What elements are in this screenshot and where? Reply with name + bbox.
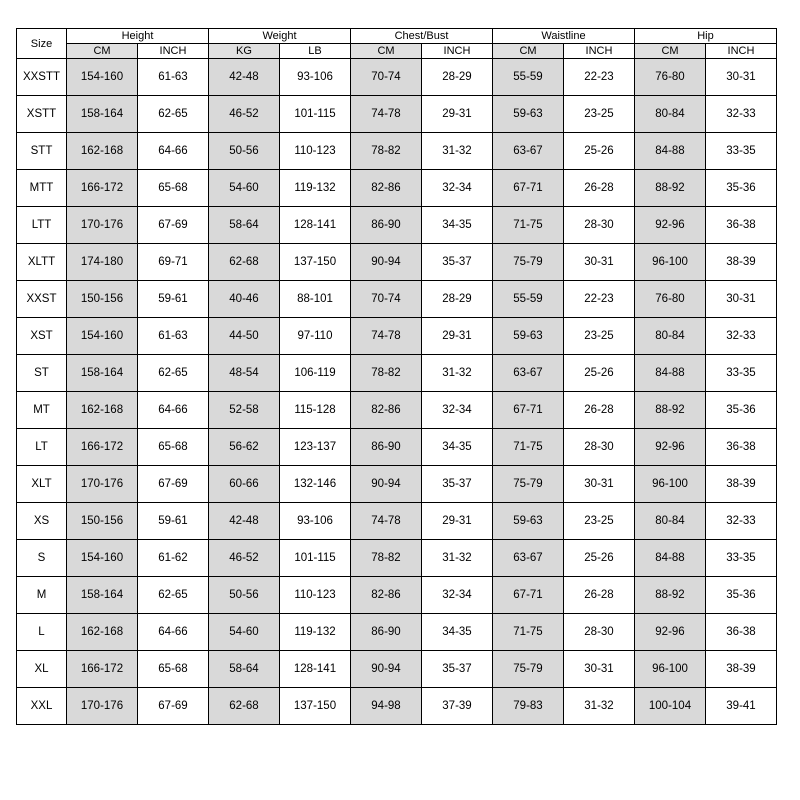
chest-bust-group-header: Chest/Bust (351, 29, 493, 44)
table-row (17, 96, 777, 133)
weight-lb-cell: 119-132 (280, 614, 351, 651)
hip-cm-cell: 92-96 (635, 614, 706, 651)
waist-cm-header: CM (493, 44, 564, 59)
height-cm-cell: 154-160 (67, 540, 138, 577)
height-inch-cell: 67-69 (138, 688, 209, 725)
hip-cm-cell: 80-84 (635, 96, 706, 133)
height-cm-cell: 166-172 (67, 651, 138, 688)
height-cm-cell: 162-168 (67, 392, 138, 429)
waist-inch-cell: 30-31 (564, 651, 635, 688)
waist-cm-cell: 59-63 (493, 96, 564, 133)
table-row (17, 614, 777, 651)
weight-lb-header: LB (280, 44, 351, 59)
height-inch-cell: 59-61 (138, 503, 209, 540)
hip-inch-cell: 32-33 (706, 503, 777, 540)
height-cm-cell: 166-172 (67, 170, 138, 207)
table-row (17, 577, 777, 614)
height-cm-cell: 170-176 (67, 466, 138, 503)
table-row (17, 244, 777, 281)
weight-lb-cell: 123-137 (280, 429, 351, 466)
hip-inch-cell: 35-36 (706, 170, 777, 207)
chest-cm-cell: 78-82 (351, 355, 422, 392)
weight-kg-cell: 60-66 (209, 466, 280, 503)
waist-inch-cell: 23-25 (564, 96, 635, 133)
table-row (17, 651, 777, 688)
hip-inch-header: INCH (706, 44, 777, 59)
hip-cm-cell: 76-80 (635, 281, 706, 318)
weight-kg-cell: 48-54 (209, 355, 280, 392)
hip-inch-cell: 32-33 (706, 318, 777, 355)
chest-cm-cell: 70-74 (351, 59, 422, 96)
size-cell: XXSTT (17, 59, 67, 96)
table-row (17, 318, 777, 355)
waist-inch-cell: 22-23 (564, 281, 635, 318)
waist-inch-header: INCH (564, 44, 635, 59)
waist-inch-cell: 26-28 (564, 577, 635, 614)
hip-cm-cell: 84-88 (635, 540, 706, 577)
height-cm-cell: 158-164 (67, 355, 138, 392)
waist-inch-cell: 25-26 (564, 355, 635, 392)
chest-inch-header: INCH (422, 44, 493, 59)
hip-inch-cell: 30-31 (706, 281, 777, 318)
height-cm-cell: 162-168 (67, 133, 138, 170)
waist-inch-cell: 28-30 (564, 429, 635, 466)
waist-cm-cell: 67-71 (493, 577, 564, 614)
size-cell: XST (17, 318, 67, 355)
table-row (17, 503, 777, 540)
weight-lb-cell: 115-128 (280, 392, 351, 429)
size-cell: LT (17, 429, 67, 466)
height-inch-cell: 67-69 (138, 466, 209, 503)
table-row (17, 429, 777, 466)
waist-inch-cell: 30-31 (564, 244, 635, 281)
waist-cm-cell: 71-75 (493, 207, 564, 244)
chest-inch-cell: 32-34 (422, 170, 493, 207)
chest-cm-cell: 90-94 (351, 651, 422, 688)
size-cell: M (17, 577, 67, 614)
height-inch-cell: 62-65 (138, 577, 209, 614)
waist-cm-cell: 55-59 (493, 59, 564, 96)
hip-inch-cell: 39-41 (706, 688, 777, 725)
weight-kg-cell: 46-52 (209, 96, 280, 133)
height-inch-cell: 64-66 (138, 614, 209, 651)
chest-cm-cell: 86-90 (351, 207, 422, 244)
hip-cm-cell: 100-104 (635, 688, 706, 725)
weight-kg-cell: 42-48 (209, 59, 280, 96)
chest-inch-cell: 29-31 (422, 96, 493, 133)
waist-inch-cell: 28-30 (564, 614, 635, 651)
hip-cm-cell: 76-80 (635, 59, 706, 96)
height-group-header: Height (67, 29, 209, 44)
height-inch-cell: 67-69 (138, 207, 209, 244)
weight-lb-cell: 128-141 (280, 207, 351, 244)
waist-inch-cell: 26-28 (564, 392, 635, 429)
size-cell: STT (17, 133, 67, 170)
height-inch-cell: 62-65 (138, 355, 209, 392)
hip-cm-cell: 88-92 (635, 392, 706, 429)
height-inch-cell: 61-63 (138, 59, 209, 96)
waist-cm-cell: 63-67 (493, 133, 564, 170)
size-table-body (17, 59, 777, 725)
waist-inch-cell: 22-23 (564, 59, 635, 96)
weight-lb-cell: 110-123 (280, 133, 351, 170)
height-inch-cell: 62-65 (138, 96, 209, 133)
waist-cm-cell: 75-79 (493, 466, 564, 503)
hip-inch-cell: 33-35 (706, 540, 777, 577)
chest-cm-cell: 74-78 (351, 96, 422, 133)
chest-cm-cell: 82-86 (351, 392, 422, 429)
height-cm-header: CM (67, 44, 138, 59)
chest-inch-cell: 28-29 (422, 59, 493, 96)
chest-inch-cell: 28-29 (422, 281, 493, 318)
chest-inch-cell: 35-37 (422, 651, 493, 688)
size-cell: LTT (17, 207, 67, 244)
hip-inch-cell: 38-39 (706, 466, 777, 503)
waist-cm-cell: 55-59 (493, 281, 564, 318)
table-row (17, 355, 777, 392)
size-cell: L (17, 614, 67, 651)
waist-cm-cell: 67-71 (493, 170, 564, 207)
size-cell: MTT (17, 170, 67, 207)
hip-inch-cell: 36-38 (706, 429, 777, 466)
hip-cm-cell: 88-92 (635, 577, 706, 614)
table-row (17, 207, 777, 244)
hip-inch-cell: 32-33 (706, 96, 777, 133)
chest-cm-cell: 74-78 (351, 318, 422, 355)
waist-cm-cell: 59-63 (493, 503, 564, 540)
chest-inch-cell: 31-32 (422, 540, 493, 577)
waist-cm-cell: 59-63 (493, 318, 564, 355)
hip-inch-cell: 35-36 (706, 392, 777, 429)
table-row (17, 392, 777, 429)
height-cm-cell: 170-176 (67, 688, 138, 725)
group-header-row (17, 29, 777, 44)
weight-kg-cell: 58-64 (209, 207, 280, 244)
weight-lb-cell: 119-132 (280, 170, 351, 207)
hip-inch-cell: 36-38 (706, 614, 777, 651)
chest-cm-cell: 94-98 (351, 688, 422, 725)
chest-cm-cell: 70-74 (351, 281, 422, 318)
size-cell: XS (17, 503, 67, 540)
table-row (17, 133, 777, 170)
chest-cm-cell: 82-86 (351, 170, 422, 207)
hip-cm-cell: 96-100 (635, 244, 706, 281)
weight-kg-cell: 58-64 (209, 651, 280, 688)
waist-inch-cell: 23-25 (564, 503, 635, 540)
weight-kg-header: KG (209, 44, 280, 59)
height-inch-header: INCH (138, 44, 209, 59)
height-inch-cell: 65-68 (138, 170, 209, 207)
height-inch-cell: 61-62 (138, 540, 209, 577)
weight-lb-cell: 110-123 (280, 577, 351, 614)
table-row (17, 540, 777, 577)
height-inch-cell: 61-63 (138, 318, 209, 355)
size-cell: XL (17, 651, 67, 688)
chest-cm-cell: 74-78 (351, 503, 422, 540)
hip-cm-cell: 96-100 (635, 651, 706, 688)
waist-cm-cell: 63-67 (493, 540, 564, 577)
height-inch-cell: 69-71 (138, 244, 209, 281)
waist-cm-cell: 75-79 (493, 244, 564, 281)
waist-inch-cell: 23-25 (564, 318, 635, 355)
chest-cm-cell: 86-90 (351, 429, 422, 466)
height-cm-cell: 150-156 (67, 281, 138, 318)
weight-lb-cell: 97-110 (280, 318, 351, 355)
hip-group-header: Hip (635, 29, 777, 44)
chest-inch-cell: 34-35 (422, 429, 493, 466)
chest-cm-cell: 78-82 (351, 133, 422, 170)
weight-kg-cell: 46-52 (209, 540, 280, 577)
table-row (17, 170, 777, 207)
weight-lb-cell: 88-101 (280, 281, 351, 318)
weight-kg-cell: 50-56 (209, 133, 280, 170)
waist-cm-cell: 71-75 (493, 614, 564, 651)
hip-inch-cell: 38-39 (706, 651, 777, 688)
weight-lb-cell: 93-106 (280, 59, 351, 96)
hip-inch-cell: 33-35 (706, 355, 777, 392)
size-cell: MT (17, 392, 67, 429)
hip-cm-cell: 88-92 (635, 170, 706, 207)
chest-cm-cell: 78-82 (351, 540, 422, 577)
hip-cm-cell: 84-88 (635, 133, 706, 170)
height-cm-cell: 166-172 (67, 429, 138, 466)
chest-cm-cell: 82-86 (351, 577, 422, 614)
height-cm-cell: 174-180 (67, 244, 138, 281)
chest-inch-cell: 29-31 (422, 318, 493, 355)
chest-cm-cell: 90-94 (351, 244, 422, 281)
waist-inch-cell: 31-32 (564, 688, 635, 725)
size-cell: XLTT (17, 244, 67, 281)
weight-kg-cell: 62-68 (209, 688, 280, 725)
weight-lb-cell: 101-115 (280, 540, 351, 577)
waist-cm-cell: 71-75 (493, 429, 564, 466)
hip-inch-cell: 36-38 (706, 207, 777, 244)
chest-inch-cell: 31-32 (422, 355, 493, 392)
height-cm-cell: 162-168 (67, 614, 138, 651)
size-cell: ST (17, 355, 67, 392)
size-chart-table (16, 28, 777, 725)
weight-lb-cell: 132-146 (280, 466, 351, 503)
chest-inch-cell: 35-37 (422, 244, 493, 281)
height-inch-cell: 65-68 (138, 651, 209, 688)
hip-inch-cell: 38-39 (706, 244, 777, 281)
weight-kg-cell: 54-60 (209, 614, 280, 651)
chest-inch-cell: 34-35 (422, 614, 493, 651)
weight-kg-cell: 52-58 (209, 392, 280, 429)
height-inch-cell: 59-61 (138, 281, 209, 318)
weight-lb-cell: 101-115 (280, 96, 351, 133)
hip-cm-cell: 84-88 (635, 355, 706, 392)
height-cm-cell: 158-164 (67, 577, 138, 614)
waist-cm-cell: 79-83 (493, 688, 564, 725)
weight-kg-cell: 62-68 (209, 244, 280, 281)
chest-inch-cell: 34-35 (422, 207, 493, 244)
chest-cm-cell: 90-94 (351, 466, 422, 503)
chest-cm-header: CM (351, 44, 422, 59)
height-inch-cell: 65-68 (138, 429, 209, 466)
weight-kg-cell: 42-48 (209, 503, 280, 540)
waist-inch-cell: 26-28 (564, 170, 635, 207)
waist-cm-cell: 63-67 (493, 355, 564, 392)
height-cm-cell: 170-176 (67, 207, 138, 244)
weight-lb-cell: 137-150 (280, 244, 351, 281)
waist-inch-cell: 25-26 (564, 133, 635, 170)
table-row (17, 59, 777, 96)
height-cm-cell: 154-160 (67, 59, 138, 96)
table-row (17, 281, 777, 318)
size-cell: XXST (17, 281, 67, 318)
chest-inch-cell: 31-32 (422, 133, 493, 170)
weight-kg-cell: 40-46 (209, 281, 280, 318)
height-inch-cell: 64-66 (138, 133, 209, 170)
weight-kg-cell: 54-60 (209, 170, 280, 207)
hip-inch-cell: 35-36 (706, 577, 777, 614)
weight-lb-cell: 106-119 (280, 355, 351, 392)
chest-inch-cell: 29-31 (422, 503, 493, 540)
size-column-header: Size (17, 29, 67, 59)
waist-cm-cell: 75-79 (493, 651, 564, 688)
hip-cm-cell: 92-96 (635, 207, 706, 244)
waistline-group-header: Waistline (493, 29, 635, 44)
hip-inch-cell: 30-31 (706, 59, 777, 96)
size-cell: XSTT (17, 96, 67, 133)
hip-cm-cell: 80-84 (635, 503, 706, 540)
weight-kg-cell: 56-62 (209, 429, 280, 466)
chest-cm-cell: 86-90 (351, 614, 422, 651)
waist-inch-cell: 25-26 (564, 540, 635, 577)
waist-inch-cell: 28-30 (564, 207, 635, 244)
table-row (17, 688, 777, 725)
weight-lb-cell: 137-150 (280, 688, 351, 725)
weight-kg-cell: 50-56 (209, 577, 280, 614)
weight-group-header: Weight (209, 29, 351, 44)
weight-kg-cell: 44-50 (209, 318, 280, 355)
height-cm-cell: 158-164 (67, 96, 138, 133)
chest-inch-cell: 37-39 (422, 688, 493, 725)
waist-cm-cell: 67-71 (493, 392, 564, 429)
hip-cm-cell: 80-84 (635, 318, 706, 355)
hip-cm-cell: 92-96 (635, 429, 706, 466)
chest-inch-cell: 32-34 (422, 577, 493, 614)
height-cm-cell: 150-156 (67, 503, 138, 540)
hip-inch-cell: 33-35 (706, 133, 777, 170)
weight-lb-cell: 93-106 (280, 503, 351, 540)
unit-header-row (17, 44, 777, 59)
hip-cm-cell: 96-100 (635, 466, 706, 503)
height-cm-cell: 154-160 (67, 318, 138, 355)
table-row (17, 466, 777, 503)
chest-inch-cell: 32-34 (422, 392, 493, 429)
size-cell: XLT (17, 466, 67, 503)
chest-inch-cell: 35-37 (422, 466, 493, 503)
size-cell: S (17, 540, 67, 577)
height-inch-cell: 64-66 (138, 392, 209, 429)
weight-lb-cell: 128-141 (280, 651, 351, 688)
hip-cm-header: CM (635, 44, 706, 59)
size-cell: XXL (17, 688, 67, 725)
waist-inch-cell: 30-31 (564, 466, 635, 503)
